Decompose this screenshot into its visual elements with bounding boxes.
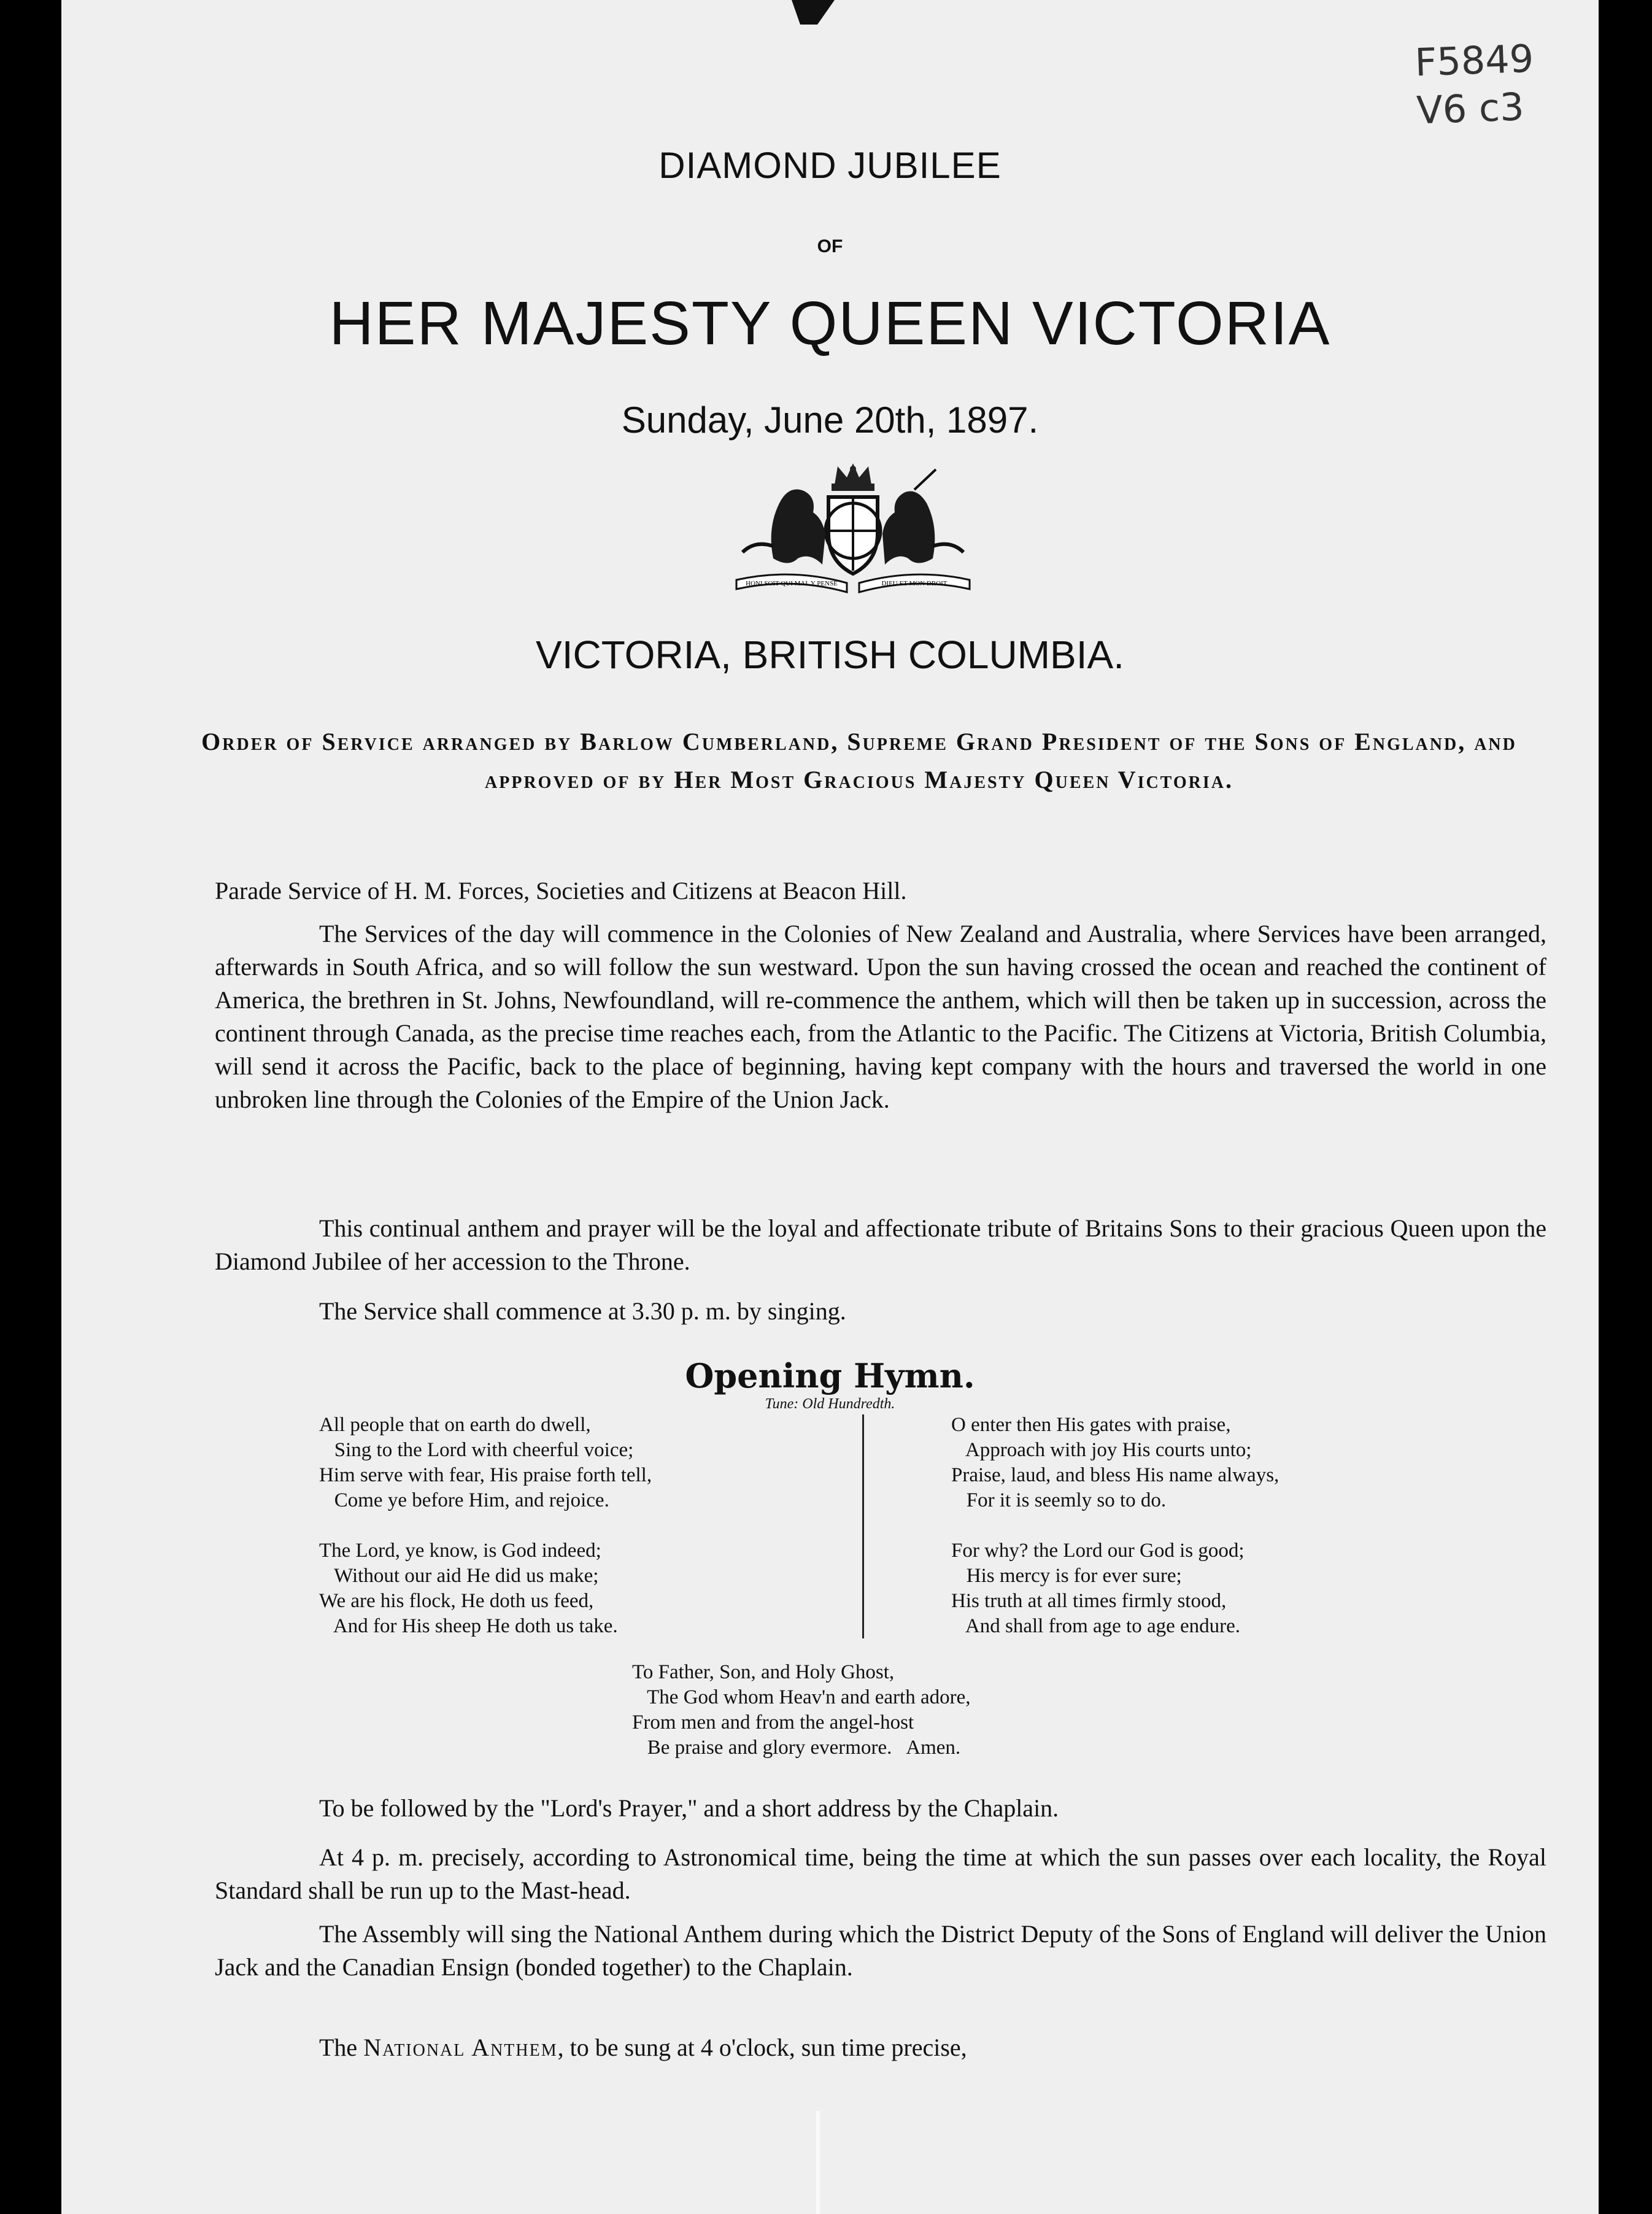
hymn-column-divider — [862, 1414, 864, 1638]
paragraph-commence: The Service shall commence at 3.30 p. m. by singing. — [319, 1297, 846, 1325]
paragraph-tribute: This continual anthem and prayer will be the loyal and affectionate tribute of Britains Sons to their gracious Queen upon the Diamond Jubilee of her accession to the Throne. — [215, 1214, 1546, 1275]
national-anthem-label: National Anthem — [363, 2034, 558, 2061]
hymn-title: Opening Hymn. — [685, 1356, 975, 1395]
catalog-line-1: F5849 — [1413, 36, 1534, 85]
film-scratch — [816, 2111, 820, 2214]
paragraph-national-anthem — [215, 2031, 1546, 2064]
paragraph-parade — [215, 874, 1546, 908]
catalog-number — [1414, 35, 1536, 135]
paragraph-services: The Services of the day will commence in the Colonies of New Zealand and Australia, where Services have been arranged, afterwards in South Africa, and so will follow the sun westward. Upon the sun having crossed the ocean and reached the continent of America, the brethren in St. Johns, Newfoundland, will re-commence the anthem, which will then be taken up in succession, across the continent through Canada, as the precise time reaches each, from the Atlantic to the Pacific. The Citizens at Victoria, British Columbia, will send it across the Pacific, back to the place of beginning, having kept company with the hours and traversed the world in one unbroken line through the Colonies of the Empire of the Union Jack. — [215, 920, 1546, 1113]
title-line-1: DIAMOND JUBILEE — [658, 145, 1002, 186]
hymn-left-column: All people that on earth do dwell, Sing to the Lord with cheerful voice; Him serve with fear, His praise forth tell, Come ye before Him, and rejoice. The Lord, ye know, is God indeed; Without our aid He did us make; We are his flock, He doth us feed, And for His sheep He doth us take. — [319, 1414, 652, 1637]
right-motto: DIEU ET MON DROIT — [881, 580, 948, 587]
hymn-right-column: O enter then His gates with praise, Approach with joy His courts unto; Praise, laud, and bless His name always, For it is seemly so to do. For why? the Lord our God is good; His mercy is for ever sure; His truth at all times firmly stood, And shall from age to age endure. — [951, 1414, 1280, 1637]
p8-prefix: The — [319, 2034, 364, 2061]
catalog-line-2: V6 c3 — [1415, 84, 1525, 133]
page-tear — [792, 0, 835, 25]
paragraph-parade-text: Parade Service of H. M. Forces, Societies and Citizens at Beacon Hill. — [215, 877, 907, 904]
paragraph-lords-prayer: To be followed by the "Lord's Prayer," and a short address by the Chaplain. — [319, 1794, 1059, 1822]
title-date: Sunday, June 20th, 1897. — [621, 399, 1039, 441]
hymn-doxology: To Father, Son, and Holy Ghost, The God whom Heav'n and earth adore, From men and from the angel-host Be praise and glory evermore. Amen. — [632, 1661, 971, 1759]
order-of-service-note: Order of Service arranged by Barlow Cumberland, Supreme Grand President of the Sons of England, and approved of by Her Most Gracious Majesty Queen Victoria. — [201, 728, 1517, 793]
p8-suffix: , to be sung at 4 o'clock, sun time precise, — [557, 2034, 967, 2061]
royal-coat-of-arms-icon — [730, 460, 976, 595]
left-motto: HONI SOIT QUI MAL Y PENSE — [746, 580, 838, 587]
hymn-tune: Tune: Old Hundredth. — [765, 1396, 895, 1412]
paragraph-anthem-assembly: The Assembly will sing the National Anthem during which the District Deputy of the Sons of England will deliver the Union Jack and the Canadian Ensign (bonded together) to the Chaplain. — [215, 1920, 1546, 1981]
title-line-3: HER MAJESTY QUEEN VICTORIA — [329, 289, 1331, 358]
document-page — [61, 0, 1599, 2214]
title-line-2: OF — [817, 236, 843, 256]
place-heading: VICTORIA, BRITISH COLUMBIA. — [536, 633, 1124, 677]
paragraph-royal-standard: At 4 p. m. precisely, according to Astronomical time, being the time at which the sun passes over each locality, the Royal Standard shall be run up to the Mast-head. — [215, 1843, 1546, 1904]
